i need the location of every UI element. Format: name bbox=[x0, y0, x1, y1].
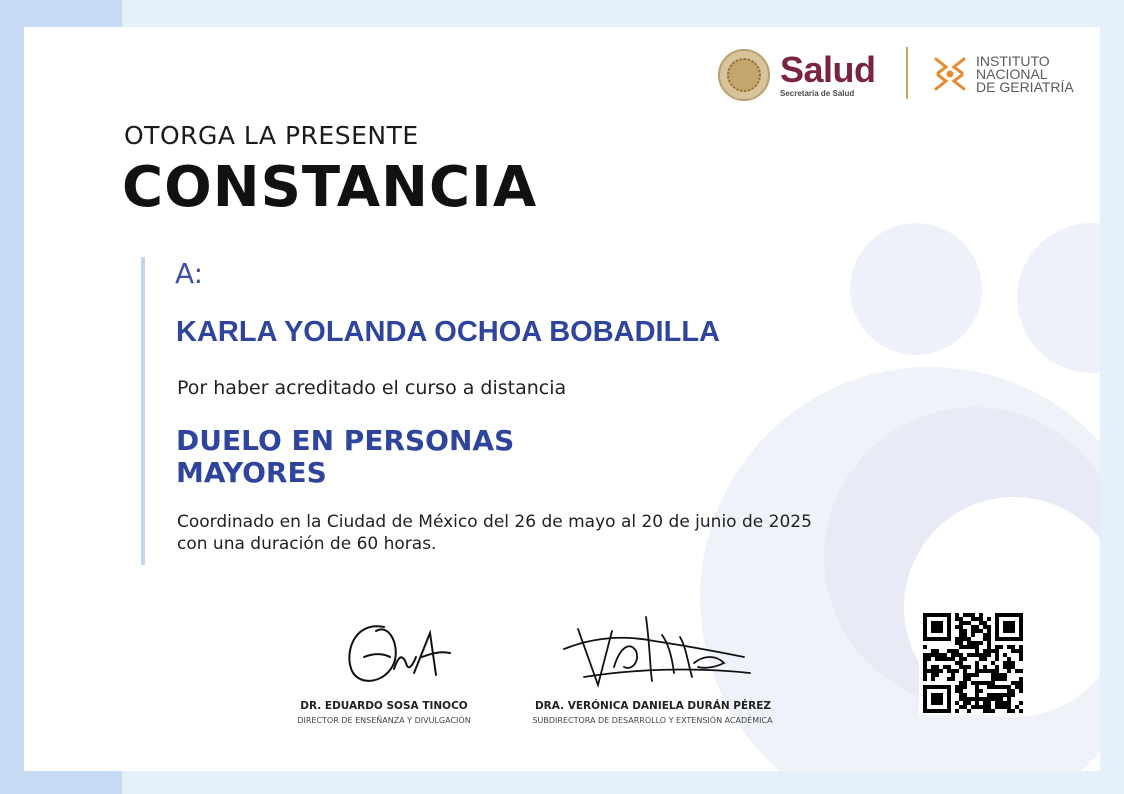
signer-role: DIRECTOR DE ENSEÑANZA Y DIVULGACIÓN bbox=[297, 716, 471, 725]
course-name: DUELO EN PERSONAS MAYORES bbox=[176, 424, 515, 489]
qr-code-icon bbox=[919, 611, 1027, 715]
logo-divider bbox=[906, 47, 908, 99]
signer-role: SUBDIRECTORA DE DESARROLLO Y EXTENSIÓN ACADÉMICA bbox=[532, 716, 773, 725]
mexico-seal-icon bbox=[718, 49, 770, 101]
to-label: A: bbox=[175, 257, 204, 290]
certificate-title: CONSTANCIA bbox=[122, 155, 538, 220]
recipient-name: KARLA YOLANDA OCHOA BOBADILLA bbox=[176, 316, 720, 348]
qr-code bbox=[919, 611, 1027, 715]
signer-name: DRA. VERÓNICA DANIELA DURÁN PÉREZ bbox=[534, 700, 772, 712]
certificate-page bbox=[24, 27, 1100, 771]
institute-name: INSTITUTO NACIONAL DE GERIATRÍA bbox=[976, 52, 1074, 95]
ingeriatria-logo bbox=[930, 53, 1074, 95]
reason-text: Por haber acreditado el curso a distancia bbox=[177, 377, 567, 399]
background-circle bbox=[850, 223, 982, 355]
salud-subtitle: Secretaría de Salud bbox=[780, 89, 855, 98]
signature-2 bbox=[554, 607, 754, 697]
salud-logo-text: Salud bbox=[780, 49, 876, 90]
course-details: Coordinado en la Ciudad de México del 26 de mayo al 20 de junio de 2025 con una duración de 60 horas. bbox=[177, 512, 812, 554]
signer-name: DR. EDUARDO SOSA TINOCO bbox=[300, 700, 468, 712]
geriatrics-emblem-icon bbox=[930, 53, 970, 95]
salud-logo bbox=[718, 49, 876, 101]
background-circle bbox=[1017, 223, 1100, 373]
certificate-heading: OTORGA LA PRESENTE bbox=[124, 121, 419, 150]
signature-1 bbox=[324, 613, 464, 693]
accent-side-bar bbox=[141, 257, 145, 565]
